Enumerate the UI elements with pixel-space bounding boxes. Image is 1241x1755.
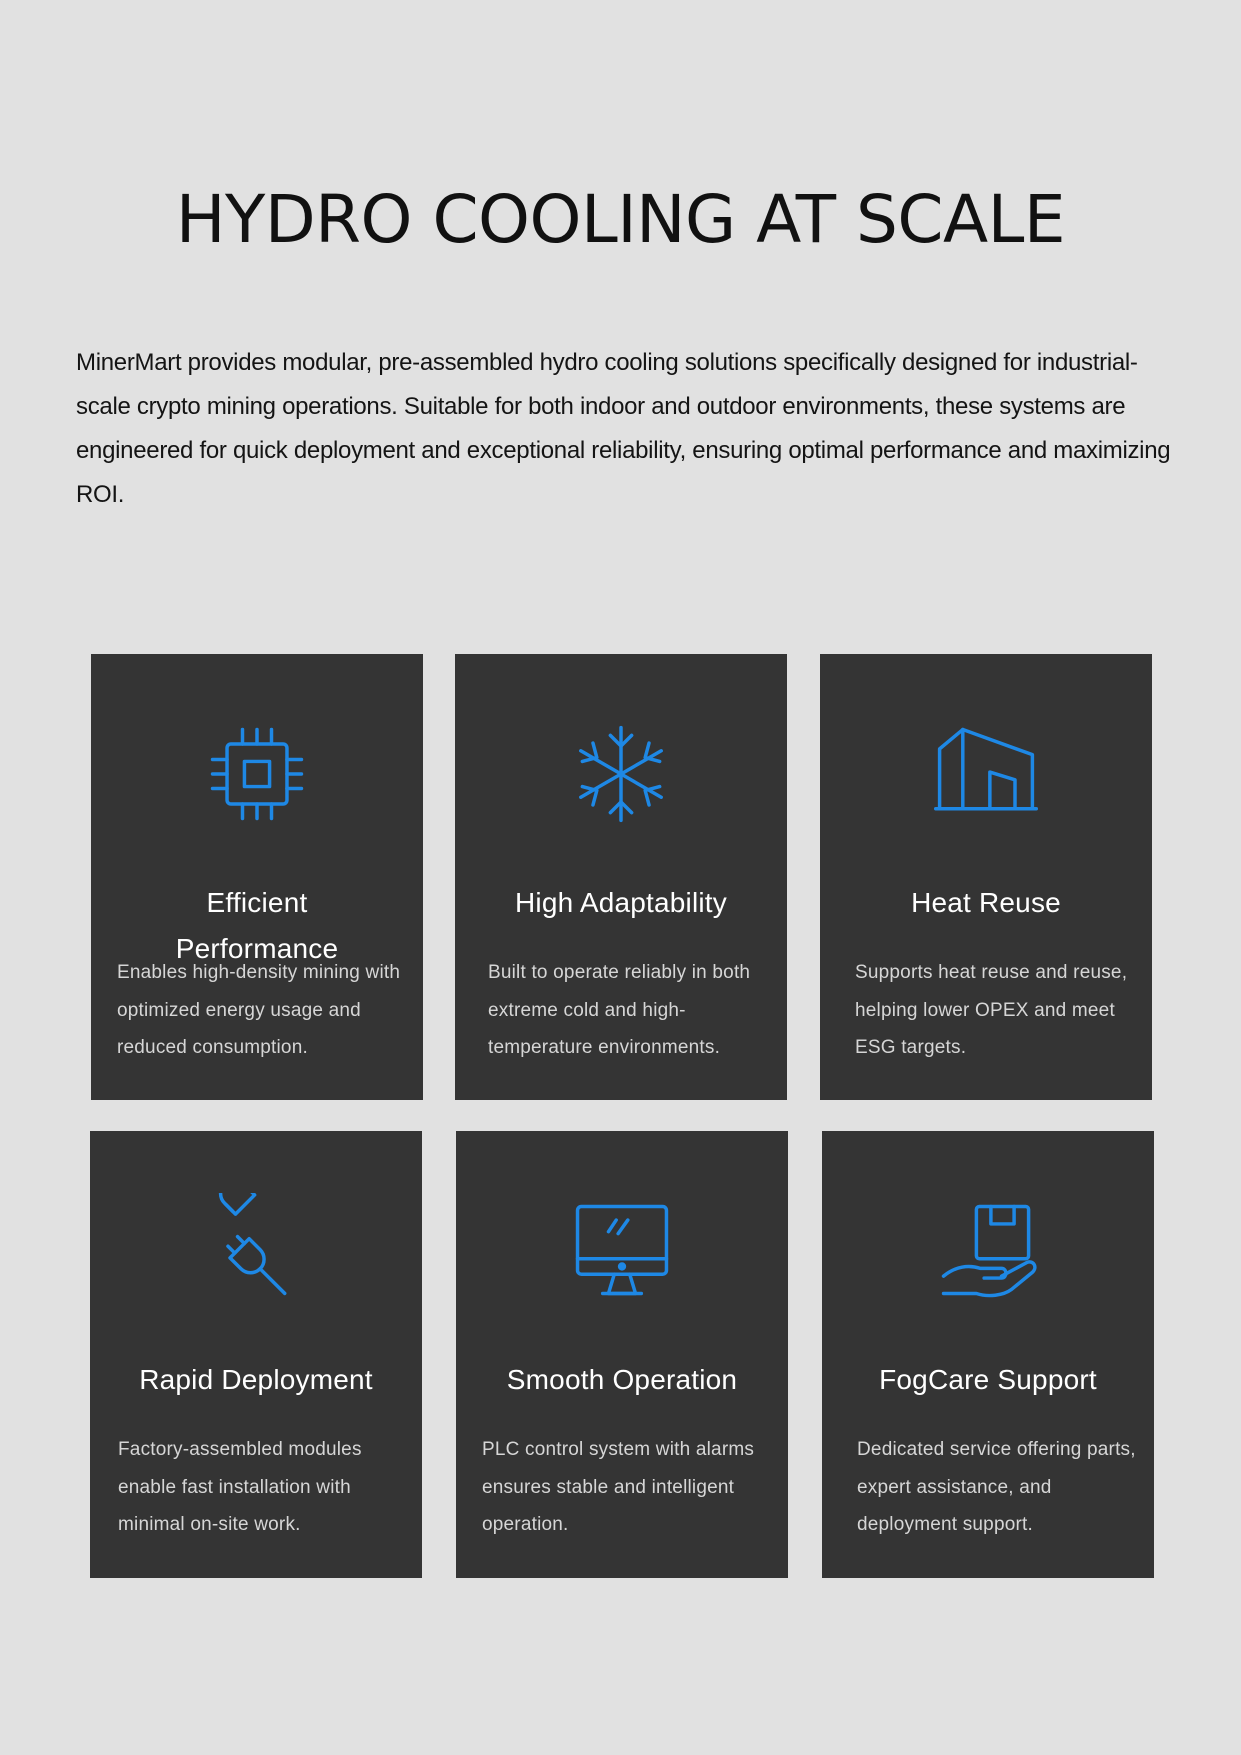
intro-paragraph: MinerMart provides modular, pre-assembled hydro cooling solutions specifically designed for industrial-scale crypto mining operations. Suitable for both indoor and outdoor environments, these systems are engineered for quick deployment and exceptional reliability, ensuring optimal performance and maximizing ROI. — [76, 349, 1171, 508]
feature-title: FogCare Support — [879, 1364, 1097, 1395]
feature-description: Built to operate reliably in both extreme cold and high-temperature environments. — [488, 962, 751, 1058]
feature-description: Enables high-density mining with optimized energy usage and reduced consumption. — [117, 962, 401, 1058]
feature-title: Efficient Performance — [175, 887, 339, 964]
feature-title: Smooth Operation — [506, 1364, 738, 1395]
building-icon — [820, 714, 1152, 834]
monitor-icon — [456, 1191, 788, 1311]
chip-icon — [91, 714, 423, 834]
feature-title: Rapid Deployment — [139, 1364, 373, 1395]
hand-box-icon — [822, 1191, 1154, 1311]
feature-title: High Adaptability — [515, 887, 727, 918]
feature-title: Heat Reuse — [911, 887, 1061, 918]
feature-description: Dedicated service offering parts, expert assistance, and deployment support. — [857, 1439, 1136, 1535]
feature-card-efficient-performance — [91, 654, 423, 1100]
feature-description: Supports heat reuse and reuse, helping lower OPEX and meet ESG targets. — [855, 962, 1128, 1058]
feature-card-fogcare-support — [822, 1131, 1154, 1578]
feature-description: PLC control system with alarms ensures stable and intelligent operation. — [482, 1439, 755, 1535]
feature-card-rapid-deployment — [90, 1131, 422, 1578]
page-title: HYDRO COOLING AT SCALE — [175, 181, 1066, 258]
feature-card-high-adaptability — [455, 654, 787, 1100]
feature-card-heat-reuse — [820, 654, 1152, 1100]
feature-card-smooth-operation — [456, 1131, 788, 1578]
plug-icon — [90, 1191, 422, 1311]
feature-description: Factory-assembled modules enable fast installation with minimal on-site work. — [118, 1439, 362, 1535]
snowflake-icon — [455, 714, 787, 834]
